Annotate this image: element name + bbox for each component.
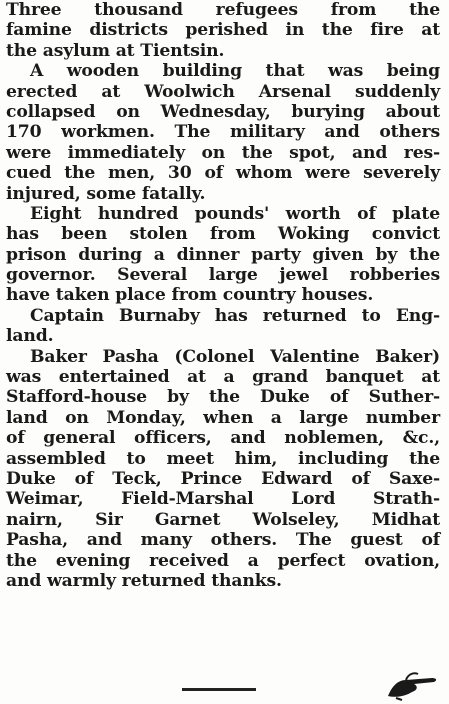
text-line: cued the men, 30 of whom were severely bbox=[6, 163, 440, 184]
text-line: the asylum at Tientsin. bbox=[6, 40, 225, 61]
text-line: land. bbox=[6, 326, 54, 347]
text-line: A wooden building that was being bbox=[30, 61, 440, 82]
text-line: Pasha, and many others. The guest of bbox=[6, 530, 440, 551]
text-line: Duke of Teck, Prince Edward of Saxe- bbox=[6, 468, 440, 489]
text-line: prison during a dinner party given by the bbox=[6, 244, 440, 265]
text-line: the evening received a perfect ovation, bbox=[6, 550, 440, 571]
text-line: were immediately on the spot, and res- bbox=[6, 142, 440, 163]
text-line: has been stolen from Woking convict bbox=[6, 224, 440, 245]
text-line: Three thousand refugees from the bbox=[6, 0, 440, 20]
text-line: of general officers, and noblemen, &c., bbox=[6, 428, 440, 449]
text-line: erected at Woolwich Arsenal suddenly bbox=[6, 81, 440, 102]
text-line: injured, some fatally. bbox=[6, 183, 206, 204]
text-line: Eight hundred pounds' worth of plate bbox=[30, 203, 440, 224]
text-line: Baker Pasha (Colonel Valentine Baker) bbox=[30, 346, 440, 367]
text-line: have taken place from country houses. bbox=[6, 285, 374, 306]
text-line: Weimar, Field-Marshal Lord Strath- bbox=[6, 489, 440, 510]
text-line: 170 workmen. The military and others bbox=[6, 122, 440, 143]
text-line: Captain Burnaby has returned to Eng- bbox=[30, 305, 440, 326]
text-line: famine districts perished in the fire at bbox=[6, 20, 440, 41]
text-line: land on Monday, when a large number bbox=[6, 407, 440, 428]
text-line: assembled to meet him, including the bbox=[6, 448, 440, 469]
text-line: governor. Several large jewel robberies bbox=[6, 265, 440, 286]
section-divider-rule bbox=[182, 688, 256, 691]
news-column bbox=[6, 0, 440, 591]
text-line: was entertained at a grand banquet at bbox=[6, 367, 440, 388]
text-line: collapsed on Wednesday, burying about bbox=[6, 101, 440, 122]
hand-ornament-icon bbox=[384, 666, 444, 702]
text-line: and warmly returned thanks. bbox=[6, 570, 282, 591]
text-line: nairn, Sir Garnet Wolseley, Midhat bbox=[6, 509, 440, 530]
text-line: Stafford-house by the Duke of Suther- bbox=[6, 387, 440, 408]
